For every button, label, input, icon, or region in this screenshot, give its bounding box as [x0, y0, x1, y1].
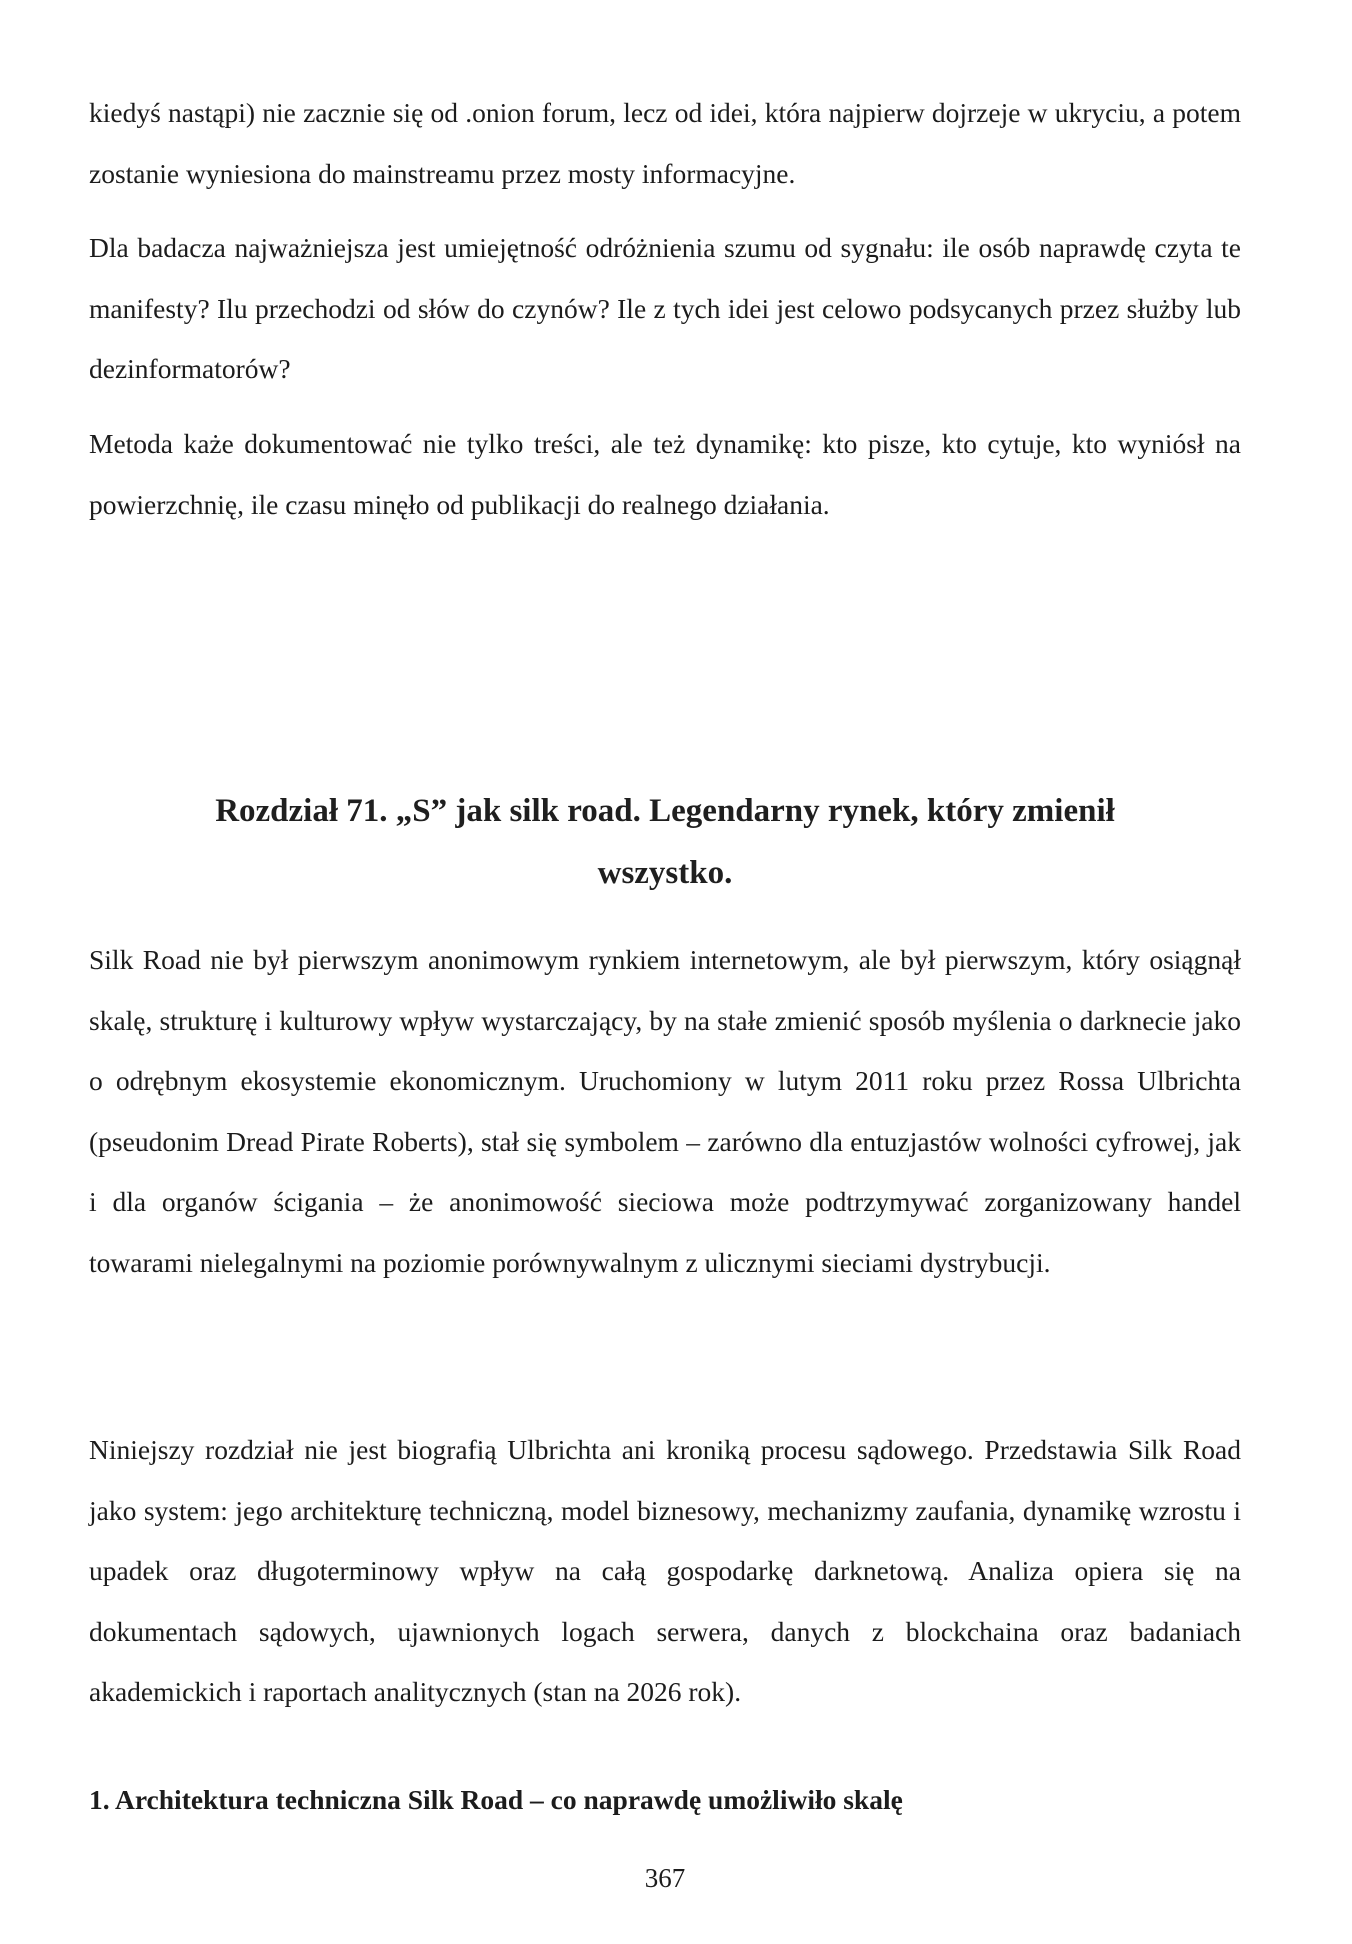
document-page — [89, 0, 1241, 1944]
paragraph-continuation: kiedyś nastąpi) nie zacznie się od .onion forum, lecz od idei, która najpierw dojrzeje w ukryciu, a potem zostanie wyniesiona do mainstreamu przez mosty informacyjne. — [89, 97, 1241, 189]
paragraph-silk-road-intro: Silk Road nie był pierwszym anonimowym rynkiem internetowym, ale był pierwszym, który osiągnął skalę, strukturę i kulturowy wpływ wystarczający, by na stałe zmienić sposób myślenia o darknecie jako o odrębnym ekosystemie ekonomicznym. Uruchomiony w lutym 2011 roku przez Rossa Ulbrichta (pseudonim Dread Pirate Roberts), stał się symbolem – zarówno dla entuzjastów wolności cyfrowej, jak i dla organów ścigania – że anonimowość sieciowa może podtrzymywać zorganizowany handel towarami nielegalnymi na poziomie porównywalnym z ulicznymi sieciami dystrybucji. — [89, 944, 1241, 1278]
chapter-title-line2: wszystko. — [597, 855, 733, 891]
chapter-title — [89, 780, 1241, 904]
section-heading: 1. Architektura techniczna Silk Road – co naprawdę umożliwiło skalę — [89, 1784, 903, 1815]
paragraph-researcher: Dla badacza najważniejsza jest umiejętność odróżnienia szumu od sygnału: ile osób naprawdę czyta te manifesty? Ilu przechodzi od słów do czynów? Ile z tych idei jest celowo podsycanych przez służby lub dezinformatorów? — [89, 232, 1241, 384]
paragraph-chapter-scope: Niniejszy rozdział nie jest biografią Ulbrichta ani kroniką procesu sądowego. Przedstawia Silk Road jako system: jego architekturę techniczną, model biznesowy, mechanizmy zaufania, dynamikę wzrostu i upadek oraz długoterminowy wpływ na całą gospodarkę darknetową. Analiza opiera się na dokumentach sądowych, ujawnionych logach serwera, danych z blockchaina oraz badaniach akademickich i raportach analitycznych (stan na 2026 rok). — [89, 1434, 1241, 1707]
page-number: 367 — [644, 1863, 686, 1893]
chapter-title-line1: Rozdział 71. „S” jak silk road. Legendarny rynek, który zmienił — [215, 793, 1115, 829]
paragraph-method: Metoda każe dokumentować nie tylko treści, ale też dynamikę: kto pisze, kto cytuje, kto wyniósł na powierzchnię, ile czasu minęło od publikacji do realnego działania. — [89, 428, 1241, 520]
